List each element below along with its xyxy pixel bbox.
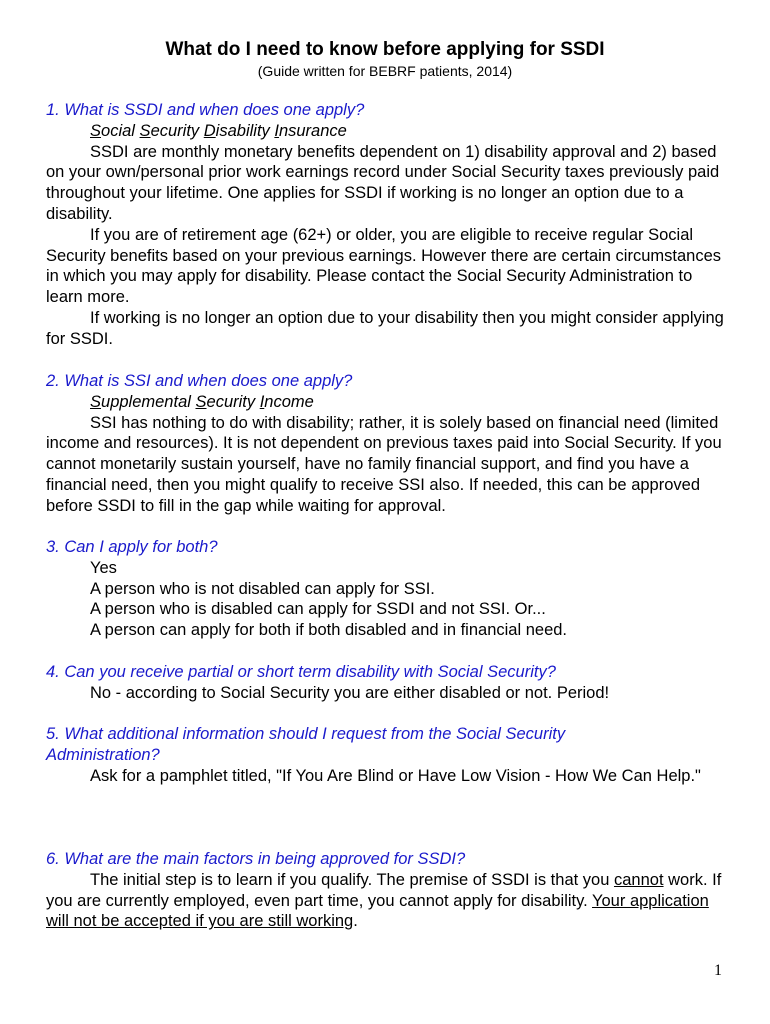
term-rest: ecurity: [206, 392, 260, 411]
term-initial: S: [195, 392, 207, 411]
section-2-term: [46, 392, 726, 413]
section-1-paragraph: SSDI are monthly monetary benefits dependent on 1) disability approval and 2) based on your own/personal prior work earnings record under Social Security taxes previously paid throughout your lifetime. One applies for SSDI if working is no longer an option due to a disability.: [46, 142, 720, 223]
section-2-paragraph: SSI has nothing to do with disability; rather, it is solely based on financial need (limited income and resources). It is not dependent on previous taxes paid into Social Security. If you cannot monetarily sustain yourself, have no family financial support, and find you have a financial need, then you might qualify to receive SSI also. If needed, this can be approved before SSDI to fill in the gap while waiting for approval.: [46, 413, 722, 515]
section-1-question: 1. What is SSDI and when does one apply?: [46, 101, 365, 119]
section-3-line: A person who is not disabled can apply for SSI.: [90, 579, 435, 598]
section-1-paragraph: If working is no longer an option due to your disability then you might consider applying for SSDI.: [46, 308, 724, 348]
section-3-question: 3. Can I apply for both?: [46, 538, 218, 556]
term-initial: I: [274, 121, 279, 140]
section-5-answer: Ask for a pamphlet titled, "If You Are Blind or Have Low Vision - How We Can Help.": [90, 766, 701, 785]
section-5: [46, 724, 726, 786]
section-2: [46, 371, 726, 517]
section-6: [46, 849, 726, 932]
section-1: [46, 100, 726, 350]
answer-text: .: [353, 912, 358, 931]
term-initial: D: [203, 121, 216, 140]
section-3: [46, 537, 726, 641]
term-rest: ecurity: [150, 121, 204, 140]
section-6-answer: [46, 870, 726, 932]
section-4-question: 4. Can you receive partial or short term disability with Social Security?: [46, 663, 556, 681]
section-1-paragraph: If you are of retirement age (62+) or older, you are eligible to receive regular Social Security benefits based on your previous earnings. However there are certain circumstances in which you may apply for disability. Please contact the Social Security Administration to learn more.: [46, 225, 722, 307]
answer-emphasis: cannot: [613, 870, 664, 889]
term-initial: S: [139, 121, 151, 140]
term-initial: S: [90, 392, 102, 411]
page-title: What do I need to know before applying for SSDI: [165, 39, 605, 60]
page-subtitle: (Guide written for BEBRF patients, 2014): [257, 63, 513, 79]
term-initial: S: [90, 121, 102, 140]
section-4: [46, 662, 726, 704]
term-rest: ocial: [101, 121, 140, 140]
answer-emphasis: Your application will not be accepted if you are still working: [46, 891, 709, 931]
section-6-question: 6. What are the main factors in being approved for SSDI?: [46, 850, 466, 868]
section-5-question: 5. What additional information should I request from the Social Security Administration?: [46, 725, 566, 764]
page-number: 1: [714, 962, 722, 979]
term-rest: ncome: [264, 392, 314, 411]
section-4-answer: No - according to Social Security you are either disabled or not. Period!: [90, 683, 610, 702]
section-3-line: A person can apply for both if both disabled and in financial need.: [90, 621, 568, 640]
section-3-line: Yes: [90, 558, 117, 577]
section-1-term: [46, 121, 726, 142]
answer-text: The initial step is to learn if you qualify. The premise of SSDI is that you: [90, 870, 614, 889]
term-rest: upplemental: [101, 392, 196, 411]
section-2-question: 2. What is SSI and when does one apply?: [46, 372, 353, 390]
section-3-line: A person who is disabled can apply for SSDI and not SSI. Or...: [90, 600, 546, 619]
term-initial: I: [259, 392, 265, 411]
term-rest: isability: [215, 121, 275, 140]
term-rest: nsurance: [278, 121, 347, 140]
answer-text: work. If you are currently employed, even part time, you cannot apply for disability.: [46, 870, 722, 910]
